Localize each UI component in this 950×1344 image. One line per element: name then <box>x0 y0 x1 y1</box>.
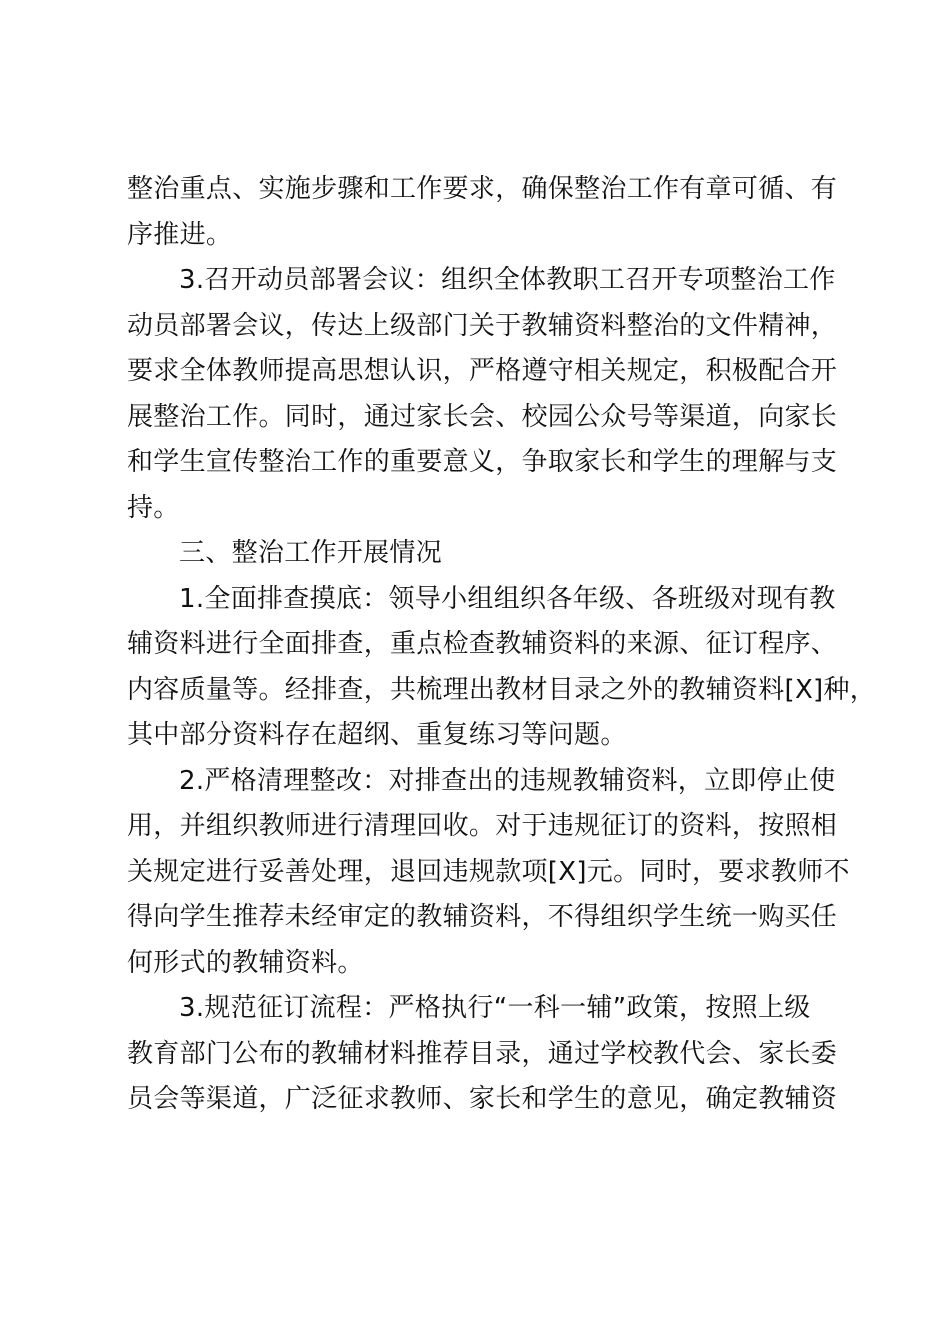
text-line: 内容质量等。经排查，共梳理出教材目录之外的教辅资料[X]种， <box>127 674 877 705</box>
text-line: 持。 <box>127 492 180 523</box>
section-title: 三、整治工作开展情况 <box>179 538 443 568</box>
section-heading <box>127 531 835 577</box>
paragraph-mobilization-meeting <box>127 258 838 531</box>
text-line: 员会等渠道，广泛征求教师、家长和学生的意见，确定教辅资 <box>127 1084 838 1114</box>
text-line: 和学生宣传整治工作的重要意义，争取家长和学生的理解与支 <box>127 447 838 477</box>
text-line: 用，并组织教师进行清理回收。对于违规征订的资料，按照相 <box>127 811 838 841</box>
paragraph-standardize-ordering <box>127 986 838 1123</box>
paragraph-continuation <box>127 167 838 258</box>
text-line: 3.召开动员部署会议：组织全体教职工召开专项整治工作 <box>179 265 836 295</box>
text-line: 其中部分资料存在超纲、重复练习等问题。 <box>127 720 627 750</box>
text-line: 何形式的教辅资料。 <box>127 947 364 978</box>
text-line: 1.全面排查摸底：领导小组组织各年级、各班级对现有教 <box>179 583 836 614</box>
paragraph-strict-cleanup <box>127 759 850 987</box>
document-page <box>127 167 877 1123</box>
text-line: 要求全体教师提高思想认识，严格遵守相关规定，积极配合开 <box>127 356 838 386</box>
text-line: 动员部署会议，传达上级部门关于教辅资料整治的文件精神， <box>127 310 838 341</box>
text-line: 关规定进行妥善处理，退回违规款项[X]元。同时，要求教师不 <box>127 856 850 887</box>
text-line: 3.规范征订流程：严格执行“一科一辅”政策，按照上级 <box>179 993 811 1023</box>
text-line: 序推进。 <box>127 219 233 250</box>
paragraph-comprehensive-check <box>127 577 877 759</box>
text-line: 教育部门公布的教辅材料推荐目录，通过学校教代会、家长委 <box>127 1038 838 1069</box>
text-line: 整治重点、实施步骤和工作要求，确保整治工作有章可循、有 <box>127 174 838 204</box>
text-line: 辅资料进行全面排查，重点检查教辅资料的来源、征订程序、 <box>127 629 838 659</box>
text-line: 得向学生推荐未经审定的教辅资料，不得组织学生统一购买任 <box>127 902 838 932</box>
text-line: 展整治工作。同时，通过家长会、校园公众号等渠道，向家长 <box>127 401 838 432</box>
text-line: 2.严格清理整改：对排查出的违规教辅资料，立即停止使 <box>179 765 836 796</box>
